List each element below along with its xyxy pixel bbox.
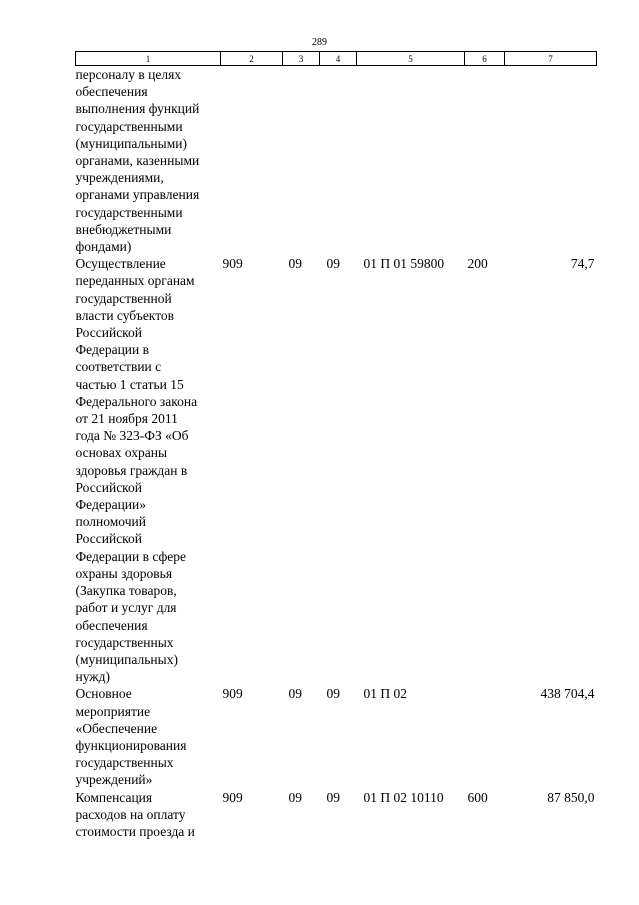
name-line: внебюджетными [75, 221, 172, 237]
name-line: «Обеспечение [75, 720, 158, 736]
name-line: здоровья граждан в [75, 462, 188, 478]
name-line: переданных органам [75, 273, 195, 289]
vr-cell: 600 [467, 789, 488, 805]
name-cell [76, 255, 221, 685]
name-line: работ и услуг для [75, 600, 177, 616]
ved-cell [221, 66, 283, 256]
name-line: мероприятие [75, 703, 151, 719]
ved-cell: 909 [222, 686, 243, 702]
name-line: обеспечения [75, 617, 148, 633]
name-line: соответствии с [75, 359, 162, 375]
name-line: полномочий [75, 514, 146, 530]
sum-cell: 87 850,0 [547, 789, 595, 805]
ved-cell: 909 [222, 256, 243, 272]
rz-cell: 09 [288, 256, 302, 272]
name-line: государственной [75, 290, 172, 306]
header-cell-5: 5 [357, 52, 465, 66]
name-line: охраны здоровья [75, 565, 173, 581]
csr-cell: 01 П 01 59800 [363, 256, 445, 272]
csr-cell: 01 П 02 [363, 686, 407, 702]
name-line: (Закупка товаров, [75, 583, 177, 599]
table-row [76, 685, 597, 788]
name-line: от 21 ноября 2011 [75, 411, 178, 427]
name-line: учреждений» [75, 772, 153, 788]
name-line: частью 1 статьи 15 [75, 376, 184, 392]
page-number: 289 [312, 37, 327, 48]
table-body [76, 66, 597, 841]
name-line: государственными [75, 118, 183, 134]
pr-cell [320, 66, 357, 256]
name-line: государственных [75, 755, 174, 771]
header-cell-7: 7 [505, 52, 597, 66]
budget-table [75, 51, 597, 840]
name-line: Российской [75, 531, 143, 547]
name-line: года № 323-ФЗ «Об [75, 428, 189, 444]
name-line: расходов на оплату [75, 806, 186, 822]
name-line: государственными [75, 204, 183, 220]
name-line: выполнения функций [75, 101, 200, 117]
rz-cell [283, 66, 320, 256]
name-line: Основное [75, 686, 132, 702]
sum-cell [505, 66, 597, 256]
table-row [76, 66, 597, 256]
pr-cell: 09 [326, 686, 340, 702]
vr-cell [465, 66, 505, 256]
name-line: государственных [75, 634, 174, 650]
header-cell-6: 6 [465, 52, 505, 66]
header-cell-3: 3 [283, 52, 320, 66]
rz-cell: 09 [288, 686, 302, 702]
pr-cell: 09 [326, 256, 340, 272]
name-line: обеспечения [75, 84, 148, 100]
name-line: фондами) [75, 239, 132, 255]
name-line: персоналу в целях [75, 67, 182, 82]
header-cell-1: 1 [76, 52, 221, 66]
name-line: Российской [75, 479, 143, 495]
name-line: органами, казенными [75, 153, 200, 169]
csr-cell [357, 66, 465, 256]
name-line: власти субъектов [75, 307, 175, 323]
name-line: стоимости проезда и [75, 823, 195, 839]
name-line: Российской [75, 325, 143, 341]
header-cell-4: 4 [320, 52, 357, 66]
name-line: (муниципальными) [75, 135, 187, 151]
name-line: Федерального закона [75, 393, 198, 409]
table-row [76, 255, 597, 685]
name-cell [76, 789, 221, 841]
name-cell [76, 66, 221, 256]
name-line: учреждениями, [75, 170, 164, 186]
vr-cell [465, 685, 505, 788]
name-line: Федерации» [75, 497, 147, 513]
rz-cell: 09 [288, 789, 302, 805]
pr-cell: 09 [326, 789, 340, 805]
name-line: функционирования [75, 737, 187, 753]
name-line: Федерации в [75, 342, 150, 358]
name-cell [76, 685, 221, 788]
ved-cell: 909 [222, 789, 243, 805]
vr-cell: 200 [467, 256, 488, 272]
csr-cell: 01 П 02 10110 [363, 789, 444, 805]
header-row [76, 52, 597, 66]
name-line: основах охраны [75, 445, 168, 461]
name-line: органами управления [75, 187, 200, 203]
name-line: нужд) [75, 669, 110, 685]
table-row [76, 789, 597, 841]
name-line: Федерации в сфере [75, 548, 187, 564]
sum-cell: 438 704,4 [540, 686, 595, 702]
name-line: (муниципальных) [75, 651, 178, 667]
name-line: Осуществление [75, 256, 166, 272]
sum-cell: 74,7 [570, 256, 595, 272]
header-cell-2: 2 [221, 52, 283, 66]
name-line: Компенсация [75, 789, 153, 805]
